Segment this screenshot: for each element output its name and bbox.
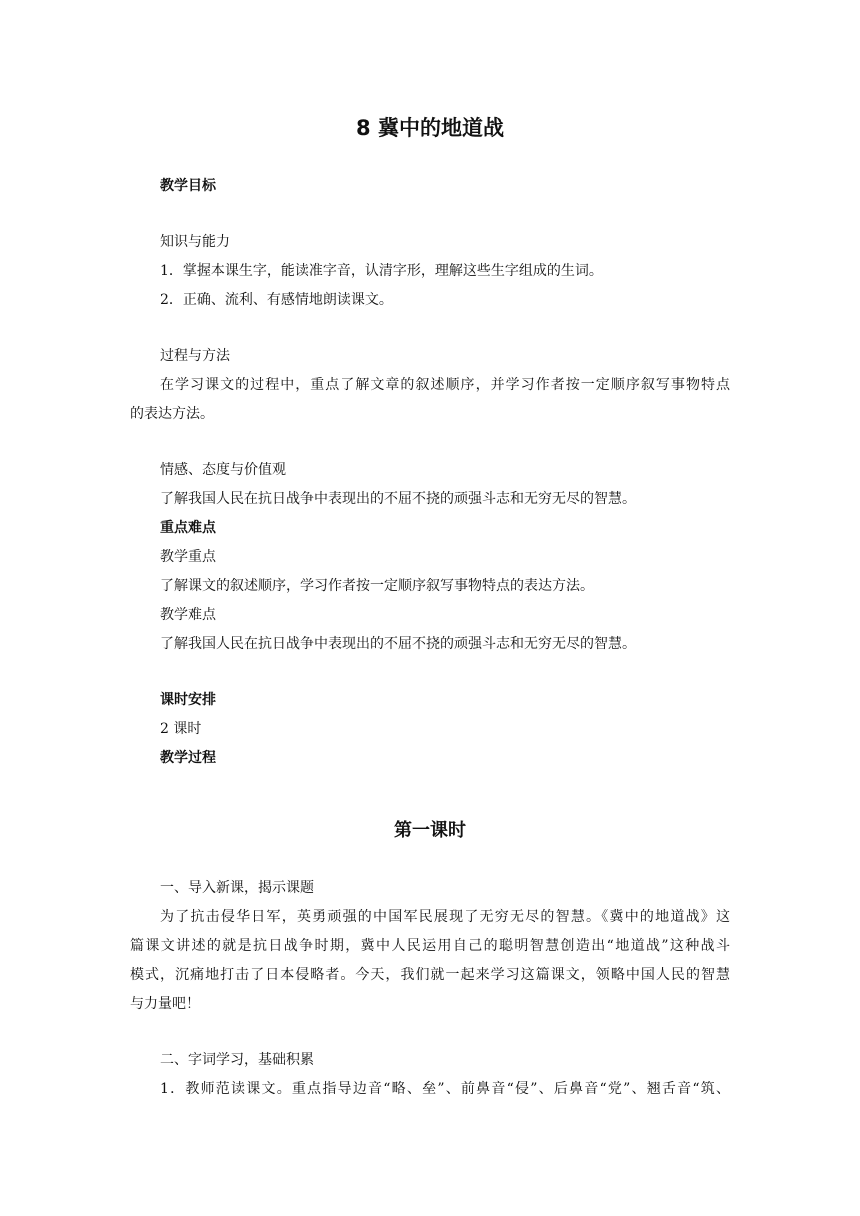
emotion-heading: 情感、态度与价值观 [160,462,286,478]
process-method-line-2: 的表达方法。 [130,406,214,422]
lesson-1-title: 第一课时 [394,820,466,841]
part-1-line-1: 为了抗击侵华日军，英勇顽强的中国军民展现了无穷无尽的智慧。《冀中的地道战》这 [160,909,730,925]
knowledge-item-1: 1．掌握本课生字，能读准字音，认清字形，理解这些生字组成的生词。 [160,263,603,279]
key-difficult-heading: 重点难点 [160,520,216,536]
teaching-process-heading: 教学过程 [160,750,216,766]
part-1-line-2: 篇课文讲述的就是抗日战争时期，冀中人民运用自己的聪明智慧创造出“地道战”这种战斗 [130,938,730,954]
part-1-line-4: 与力量吧！ [130,996,200,1012]
schedule-heading: 课时安排 [160,692,216,708]
document-title: 8 冀中的地道战 [356,116,504,140]
key-points-text: 了解课文的叙述顺序，学习作者按一定顺序叙写事物特点的表达方法。 [160,578,594,594]
difficulty-subheading: 教学难点 [160,607,216,623]
part-2-heading: 二、字词学习，基础积累 [160,1052,314,1068]
part-1-heading: 一、导入新课，揭示课题 [160,880,314,896]
part-2-line-1: 1．教师范读课文。重点指导边音“略、垒”、前鼻音“侵”、后鼻音“党”、翘舌音“筑、 [160,1081,730,1097]
knowledge-heading: 知识与能力 [160,234,230,250]
schedule-text: 2 课时 [160,721,202,737]
process-method-heading: 过程与方法 [160,348,230,364]
emotion-text: 了解我国人民在抗日战争中表现出的不屈不挠的顽强斗志和无穷无尽的智慧。 [160,491,636,507]
part-1-line-3: 模式，沉痛地打击了日本侵略者。今天，我们就一起来学习这篇课文，领略中国人民的智慧 [130,967,730,983]
key-points-subheading: 教学重点 [160,549,216,565]
process-method-line-1: 在学习课文的过程中，重点了解文章的叙述顺序，并学习作者按一定顺序叙写事物特点 [160,377,730,393]
difficulty-text: 了解我国人民在抗日战争中表现出的不屈不挠的顽强斗志和无穷无尽的智慧。 [160,636,636,652]
knowledge-item-2: 2．正确、流利、有感情地朗读课文。 [160,292,393,308]
goals-heading: 教学目标 [160,178,216,194]
